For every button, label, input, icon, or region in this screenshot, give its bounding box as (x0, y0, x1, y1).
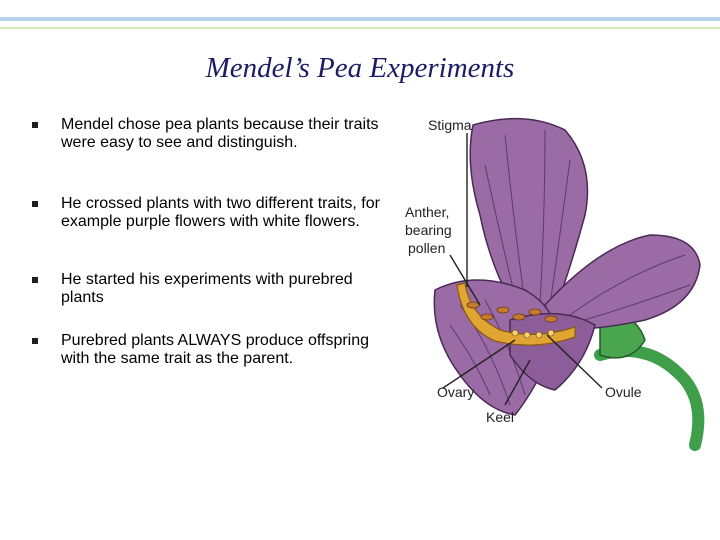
square-bullet-icon (32, 201, 38, 207)
square-bullet-icon (32, 277, 38, 283)
label-ovary: Ovary (437, 384, 475, 400)
label-keel: Keel (486, 409, 515, 425)
top-accent-line (0, 27, 720, 29)
bullet-item (30, 195, 385, 231)
bullet-text: He crossed plants with two different traits, for example purple flowers with white flowers. (61, 195, 380, 230)
label-anther-line2: bearing (405, 222, 452, 238)
label-ovule: Ovule (605, 384, 642, 400)
bullet-text: Mendel chose pea plants because their traits were easy to see and distinguish. (61, 116, 379, 151)
bullet-item (30, 332, 385, 368)
bullet-text: He started his experiments with purebred plants (61, 271, 353, 306)
bullet-item (30, 271, 385, 307)
square-bullet-icon (32, 338, 38, 344)
label-stigma: Stigma (428, 117, 472, 133)
bullet-item (30, 116, 385, 152)
slide-title: Mendel’s Pea Experiments (205, 52, 515, 84)
label-anther-line1: Anther, (405, 204, 450, 220)
label-anther-line3: pollen (408, 240, 446, 256)
top-accent-bar (0, 17, 720, 21)
square-bullet-icon (32, 122, 38, 128)
pea-flower-diagram (395, 105, 720, 455)
bullet-text: Purebred plants ALWAYS produce offspring with the same trait as the parent. (61, 332, 370, 367)
